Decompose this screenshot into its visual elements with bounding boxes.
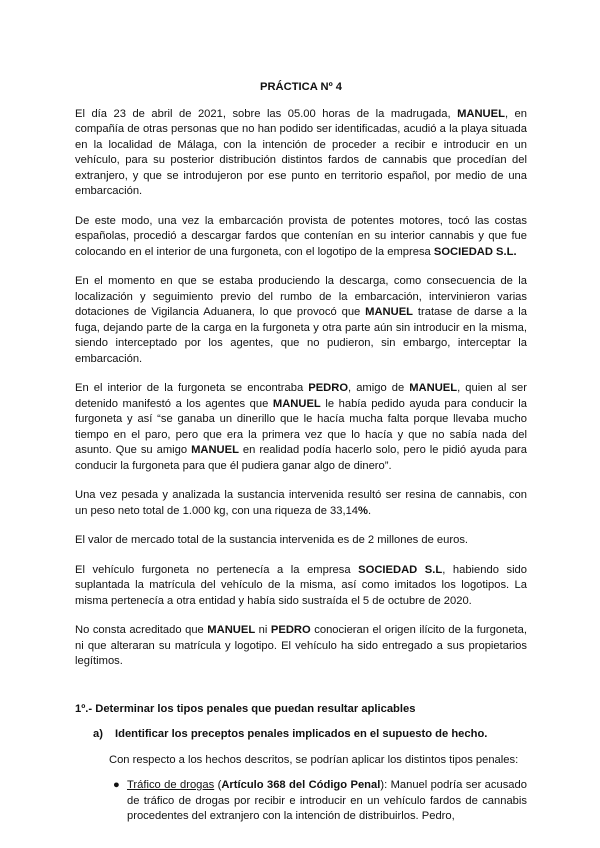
text: El día 23 de abril de 2021, sobre las 05.00 horas de la madrugada, bbox=[75, 107, 458, 120]
text: tratase de darse a la fuga, dejando parte de la carga en la furgoneta y otra parte aún sin introducir en la misma, siendo interceptado por los agentes, que no pudieron, sin embargo, interceptar la embarcación. bbox=[75, 306, 527, 365]
text: . bbox=[367, 504, 372, 517]
subsection-label: a) bbox=[93, 728, 103, 740]
crime-title: Tráfico de drogas bbox=[127, 779, 215, 791]
paragraph-4 bbox=[75, 381, 527, 474]
percent-sign: % bbox=[358, 504, 368, 517]
intro-text: Con respecto a los hechos descritos, se podrían aplicar los distintos tipos penales: bbox=[109, 753, 519, 766]
paragraph-3 bbox=[75, 274, 527, 367]
text: en realidad podía hacerlo solo, pero le pidió ayuda para conducir la furgoneta para que él pudiera ganar algo de dinero”. bbox=[75, 444, 527, 472]
name-manuel: MANUEL bbox=[457, 107, 505, 120]
text: , quien al ser detenido manifestó a los agentes que bbox=[75, 382, 527, 410]
name-manuel: MANUEL bbox=[409, 382, 458, 394]
name-pedro: PEDRO bbox=[270, 624, 311, 636]
name-manuel: MANUEL bbox=[191, 444, 239, 456]
name-manuel: MANUEL bbox=[207, 624, 256, 636]
text: , amigo de bbox=[348, 382, 410, 394]
company-name: SOCIEDAD S.L bbox=[358, 563, 443, 576]
paragraph-1 bbox=[75, 107, 527, 200]
section-heading: 1º.- Determinar los tipos penales que puedan resultar aplicables bbox=[75, 702, 416, 715]
text: conocieran el origen ilícito de la furgoneta, ni que alteraran su matrícula y logotipo. El vehículo ha sido entregado a sus propietarios legítimos. bbox=[75, 624, 527, 667]
company-name: SOCIEDAD S.L. bbox=[433, 245, 517, 258]
paragraph-2 bbox=[75, 214, 527, 261]
text: le había pedido ayuda para conducir la furgoneta y así “se ganaba un dinerillo que le hacía mucha falta porque llevaba mucho tiempo en el paro, pero que era la primera vez que lo hacía y que no sabía nada del asunto. Que su amigo bbox=[75, 397, 527, 456]
subsection-heading bbox=[75, 727, 527, 743]
text: De este modo, una vez la embarcación provista de potentes motores, tocó las costas españolas, procedió a descargar fardos que contenían en su interior cannabis y que fue colocando en el interior de una furgoneta, con el logotipo de la empresa bbox=[75, 214, 527, 258]
subsection-text: Identificar los preceptos penales implicados en el supuesto de hecho. bbox=[115, 728, 488, 740]
text: ( bbox=[214, 779, 222, 791]
text: , en compañía de otras personas que no han podido ser identificadas, acudió a la playa situada en la localidad de Málaga, con la intención de proceder a recibir e introducir en un vehículo, para su posterior distribución distintos fardos de cannabis que procedían del extranjero, y que se introdujeron por ese punto en territorio español, por medio de una embarcación. bbox=[75, 107, 527, 197]
text: No consta acreditado que bbox=[75, 624, 208, 636]
text: ): Manuel podría ser acusado de tráfico de drogas por recibir e introducir en un vehículo fardos de cannabis procedentes del extranjero con la intención de distribuirlos. Pedro, bbox=[127, 779, 527, 822]
document-body bbox=[75, 80, 527, 825]
text: Una vez pesada y analizada la sustancia intervenida resultó ser resina de cannabis, con un peso neto total de 1.000 kg, con una riqueza de 33,14 bbox=[75, 489, 527, 517]
page-title: PRÁCTICA Nº 4 bbox=[260, 81, 342, 93]
spacer bbox=[75, 684, 527, 702]
list-item bbox=[75, 778, 527, 825]
text: , habiendo sido suplantada la matrícula del vehículo de la misma, así como imitados los logotipos. La misma pertenecía a otra entidad y había sido sustraída el 5 de octubre de 2020. bbox=[75, 563, 527, 607]
text: El vehículo furgoneta no pertenecía a la empresa bbox=[75, 563, 359, 576]
name-manuel: MANUEL bbox=[272, 397, 321, 410]
article-reference: Artículo 368 del Código Penal bbox=[221, 779, 381, 791]
paragraph-8 bbox=[75, 623, 527, 670]
text: En el interior de la furgoneta se encontraba bbox=[75, 382, 309, 394]
name-manuel: MANUEL bbox=[365, 306, 414, 318]
text: ni bbox=[255, 624, 271, 636]
paragraph-6 bbox=[75, 533, 527, 549]
bullet-icon: ● bbox=[113, 779, 120, 791]
paragraph-5 bbox=[75, 488, 527, 519]
text: El valor de mercado total de la sustancia intervenida es de 2 millones de euros. bbox=[75, 534, 469, 546]
text: En el momento en que se estaba produciendo la descarga, como consecuencia de la localización y seguimiento previo del rumbo de la embarcación, intervinieron varias dotaciones de Vigilancia Aduanera, lo que provocó que bbox=[75, 275, 527, 318]
name-pedro: PEDRO bbox=[308, 382, 349, 394]
paragraph-7 bbox=[75, 563, 527, 610]
